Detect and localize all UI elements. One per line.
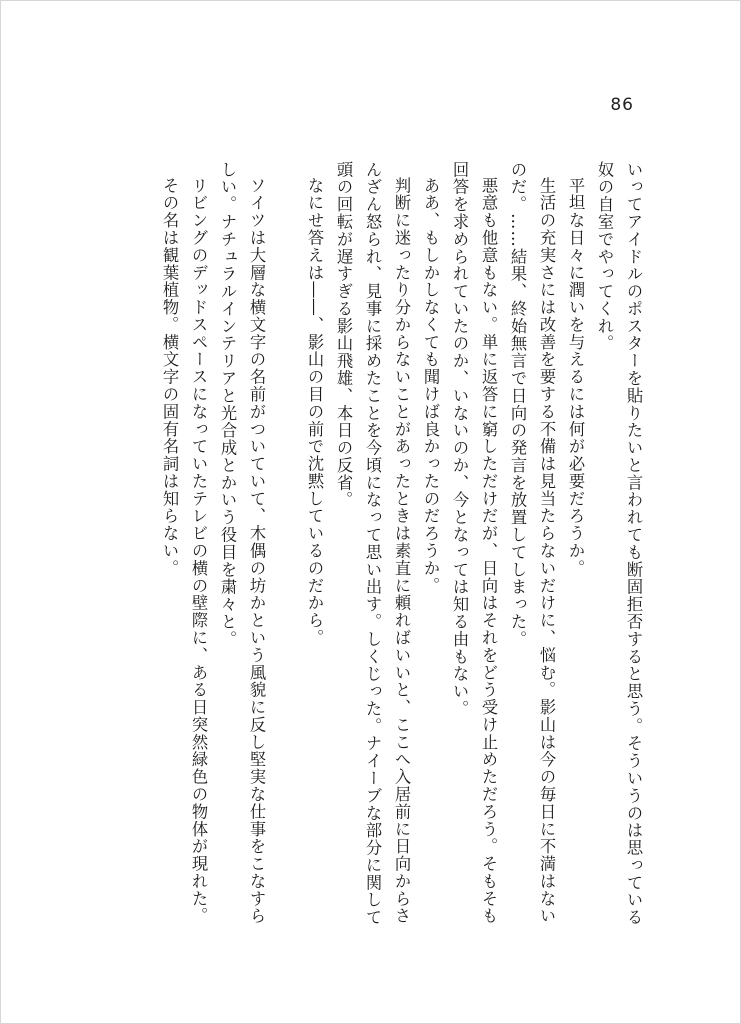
paragraph-4: 悪意も他意もない。単に返答に窮しただけだが、日向はそれをどう受け止めただろう。そもそも回答を求められていたのか、いないのか、今となっては知る由もない。	[450, 161, 498, 926]
paragraph-10: その名は観葉植物。横文字の固有名詞は知らない。	[160, 177, 179, 578]
paragraph-1: いってアイドルのポスターを貼りたいと言われても断固拒否すると思う。そういうのは思っている奴の自室でやってくれ。	[595, 161, 643, 927]
paragraph-2: 平坦な日々に潤いを与えるには何が必要だろうか。	[566, 177, 585, 578]
page-number: 86	[610, 95, 634, 115]
paragraph-6: 判断に迷ったり分からないことがあったときは素直に頼ればいいと、ここへ入居前に日向からさんざん怒られ、見事に採めたことを今頃になって思い出す。しくじった。ナイーブな部分に関して頭の回転が遅すぎる影山飛雄、本日の反省。	[334, 161, 411, 927]
vertical-body-text	[155, 161, 648, 941]
paragraph-9: リビングのデッドスペースになっていたテレビの横の壁際に、ある日突然緑色の物体が現れた。	[189, 177, 208, 926]
paragraph-8: ソイツは大層な横文字の名前がついていて、木偶の坊かという風貌に反し堅実な仕事をこなすらしい。ナチュラルインテリアと光合成とかいう役目を粛々と。	[218, 161, 266, 926]
paragraph-3: 生活の充実さには改善を要する不備は見当たらないだけに、悩む。影山は今の毎日に不満はないのだ。……結果、終始無言で日向の発言を放置してしまった。	[508, 161, 556, 926]
section-break	[271, 161, 300, 941]
paragraph-5: ああ、もしかしなくても聞けば良かったのだろうか。	[421, 177, 440, 595]
paragraph-7: なにせ答えは――、影山の目の前で沈黙しているのだから。	[305, 177, 324, 647]
